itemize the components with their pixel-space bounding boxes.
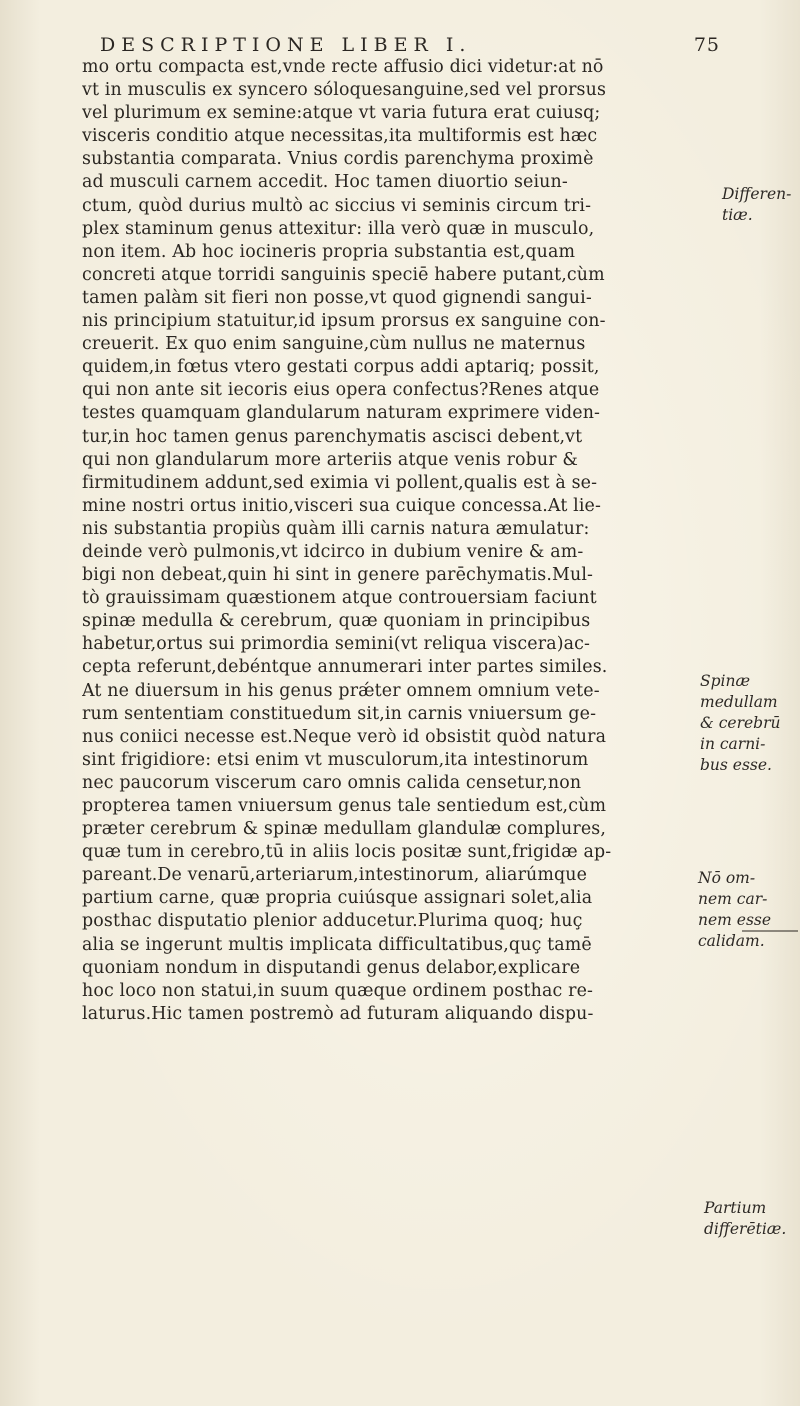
text-line: nec paucorum viscerum caro omnis calida censetur,non (82, 772, 582, 793)
text-line: propterea tamen vniuersum genus tale sentiedum est,cùm (82, 796, 607, 816)
text-line: testes quamquam glandularum naturam exprimere viden- (82, 403, 601, 424)
text-line: visceris conditio atque necessitas,ita multiformis est hæc (82, 126, 598, 147)
text-line: præter cerebrum & spinæ medullam glandulæ complures, (82, 819, 607, 840)
text-line: concreti atque torridi sanguinis speciē habere putant,cùm (82, 264, 605, 285)
margin-note-line: Differen- (722, 185, 792, 203)
text-line: cepta referunt,debéntque annumerari inter partes similes. (82, 657, 608, 678)
margin-note-line: nem car- (698, 890, 768, 908)
text-line: partium carne, quæ propria cuiúsque assignari solet,alia (82, 888, 593, 909)
margin-note-line: bus esse. (700, 756, 772, 774)
text-line: quæ tum in cerebro,tū in aliis locis positæ sunt,frigidæ ap- (82, 842, 612, 863)
margin-note-line: calidam. (698, 932, 765, 950)
text-line: firmitudinem addunt,sed eximia vi pollent,qualis est à se- (82, 472, 598, 493)
text-line: tamen palàm sit fieri non posse,vt quod gignendi sangui- (82, 287, 592, 308)
text-line: qui non glandularum more arteriis atque venis robur & (82, 449, 579, 470)
margin-note-line: Nō om- (698, 869, 756, 887)
text-line: creuerit. Ex quo enim sanguine,cùm nullus ne maternus (82, 334, 586, 355)
text-line: tur,in hoc tamen genus parenchymatis ascisci debent,vt (82, 426, 583, 447)
text-line: qui non ante sit iecoris eius opera confectus?Renes atque (82, 380, 600, 401)
text-line: vel plurimum ex semine:atque vt varia futura erat cuiusq; (82, 103, 601, 124)
margin-note-line: nem esse (698, 911, 772, 929)
margin-note-line: differētiæ. (704, 1220, 787, 1238)
margin-note-line: medullam (700, 693, 778, 711)
text-line: non item. Ab hoc iocineris propria substantia est,quam (82, 241, 576, 262)
text-line: bigi non debeat,quin hi sint in genere parēchymatis.Mul- (82, 565, 594, 586)
text-line: laturus.Hic tamen postremò ad futuram aliquando dispu- (82, 1003, 594, 1024)
running-title: DESCRIPTIONE LIBER I. (100, 34, 472, 56)
text-line: mine nostri ortus initio,visceri sua cuique concessa.At lie- (82, 495, 602, 516)
text-line: rum sententiam constituedum sit,in carnis vniuersum ge- (82, 703, 597, 724)
margin-note-non-omnem (698, 868, 771, 952)
margin-note-differentiae (722, 184, 791, 226)
text-line: nis substantia propiùs quàm illi carnis natura æmulatur: (82, 518, 590, 539)
text-line: ctum, quòd durius multò ac siccius vi seminis circum tri- (82, 195, 592, 216)
text-line: mo ortu compacta est,vnde recte affusio dici videtur:at nō (82, 57, 604, 77)
text-line: habetur,ortus sui primordia semini(vt reliqua viscera)ac- (82, 634, 591, 655)
margin-note-line: & cerebrū (700, 714, 781, 732)
margin-note-line: tiæ. (722, 206, 753, 224)
text-line: At ne diuersum in his genus prǽter omnem omnium vete- (82, 680, 600, 701)
text-line: vt in musculis ex syncero sóloquesanguine,sed vel prorsus (82, 80, 607, 101)
margin-note-line: Spinæ (700, 672, 751, 690)
text-line: tò grauissimam quæstionem atque controuersiam faciunt (82, 588, 597, 609)
text-line: posthac disputatio plenior adducetur.Plurima quoq; huç (82, 911, 583, 932)
text-line: alia se ingerunt multis implicata difficultatibus,quç tamē (82, 934, 592, 955)
text-line: substantia comparata. Vnius cordis parenchyma proximè (82, 149, 594, 170)
text-line: nus coniici necesse est.Neque verò id obsistit quòd natura (82, 726, 607, 747)
margin-note-partium (704, 1198, 786, 1240)
text-line: sint frigidiore: etsi enim vt musculorum,ita intestinorum (82, 749, 589, 770)
text-line: quidem,in fœtus vtero gestati corpus addi aptariq; possit, (82, 357, 600, 378)
margin-note-spinae-medullam (700, 671, 780, 776)
text-line: quoniam nondum in disputandi genus delabor,explicare (82, 957, 581, 978)
text-line: nis principium statuitur,id ipsum prorsus ex sanguine con- (82, 311, 606, 332)
page-number: 75 (693, 34, 720, 56)
main-text-block (82, 56, 702, 1026)
text-line: plex staminum genus attexitur: illa verò quæ in musculo, (82, 218, 595, 239)
margin-note-line: in carni- (700, 735, 766, 753)
text-line: ad musculi carnem accedit. Hoc tamen diuortio seiun- (82, 172, 568, 193)
text-line: deinde verò pulmonis,vt idcirco in dubium venire & am- (82, 541, 584, 562)
margin-note-line: Partium (704, 1199, 767, 1217)
text-line: spinæ medulla & cerebrum, quæ quoniam in principibus (82, 611, 591, 632)
text-line: hoc loco non statui,in suum quæque ordinem posthac re- (82, 980, 594, 1001)
text-line: pareant.De venarū,arteriarum,intestinorum, aliarúmque (82, 865, 588, 886)
margin-rule (742, 930, 798, 932)
